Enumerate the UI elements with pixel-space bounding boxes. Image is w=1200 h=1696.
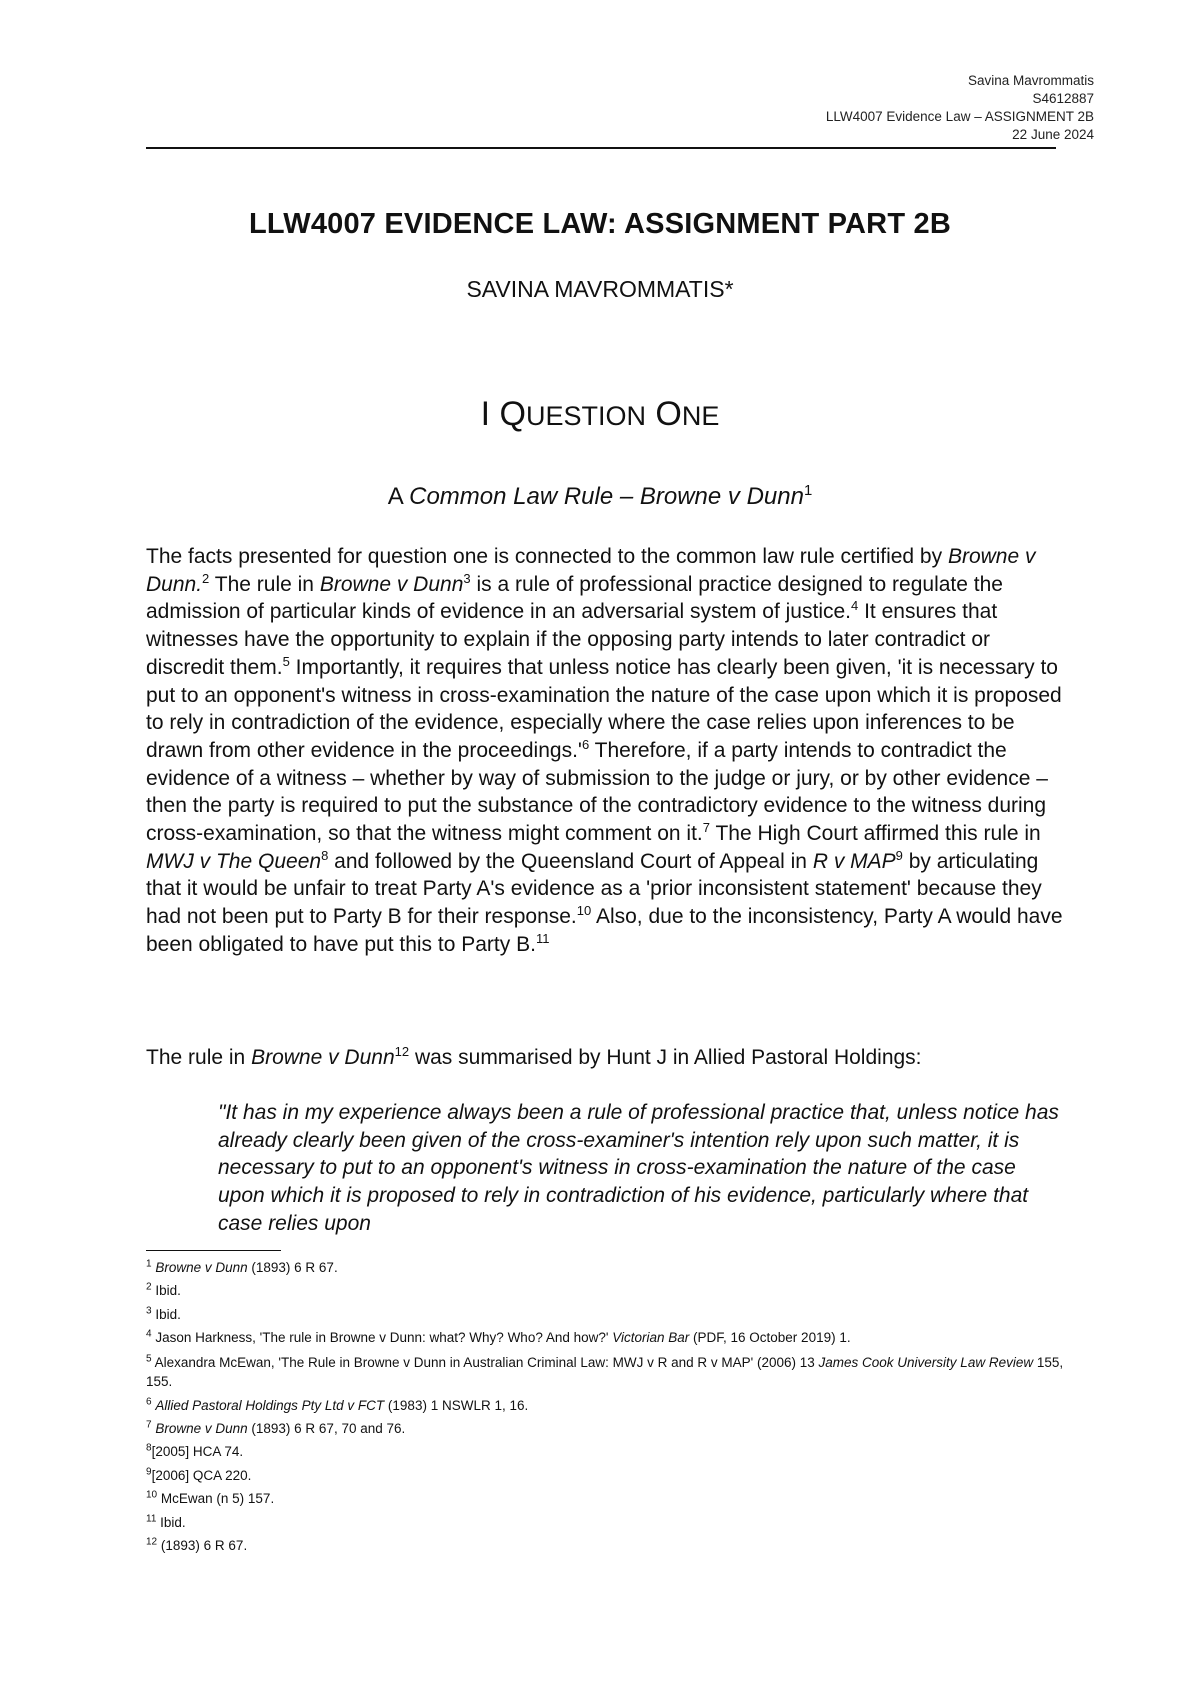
footnote-ref[interactable]: 7 [702,820,710,836]
text-run: The High Court affirmed this rule in [710,822,1041,846]
footnote-italic: James Cook University Law Review [818,1354,1034,1370]
footnote-number: 11 [146,1513,157,1525]
footnote-12 [146,1534,1066,1557]
footnote-number: 5 [146,1353,152,1365]
case-name: R v MAP [812,849,896,873]
page-header [146,72,1094,144]
case-name: Browne v Dunn. [146,545,1036,596]
footnote-3 [146,1303,1066,1326]
section-heading [0,395,1200,434]
footnote-text: (1893) 6 R 67. [160,1538,248,1554]
footnote-number: 6 [146,1396,152,1408]
footnote-ref[interactable]: 8 [321,847,329,863]
footnote-text: 155, 155. [146,1354,1064,1389]
header-student-id: S4612887 [1032,91,1094,106]
header-date: 22 June 2024 [1012,127,1094,142]
footnote-ref[interactable]: 6 [581,736,590,752]
footnote-ref[interactable]: 10 [576,903,592,919]
text-run: The rule in [209,572,320,596]
footnote-number: 2 [146,1281,152,1293]
footnote-italic: Browne v Dunn [155,1260,248,1275]
case-name: Browne v Dunn [319,572,464,596]
section-q-rest: UESTION [525,401,646,431]
footnote-ref[interactable]: 3 [463,570,471,586]
footnote-2 [146,1279,1066,1302]
footnote-ref[interactable]: 9 [895,847,903,863]
footnotes-list [146,1256,1066,1557]
text-run: Also, due to the inconsistency, Party A would have been obligated to have put this to Party B. [146,905,1063,956]
text-run: The rule in [146,1046,252,1069]
footnote-number: 9 [146,1466,152,1478]
footnote-text: (PDF, 16 October 2019) 1. [689,1330,851,1346]
footnote-italic: Browne v Dunn [155,1421,248,1437]
text-run: and followed by the Queensland Court of Appeal in [328,849,813,873]
footnote-number: 8 [146,1442,152,1454]
footnote-ref[interactable]: 11 [535,930,550,946]
paragraph-1 [146,543,1066,959]
text-run: The facts presented for question one is connected to the common law rule certified by [146,545,948,568]
footnote-1 [146,1256,1066,1279]
section-numeral: I [480,395,491,433]
text-run: It ensures that witnesses have the opportunity to explain if the opposing party intends to later contradict or discredit them. [146,600,998,679]
footnote-italic: Allied Pastoral Holdings Pty Ltd v FCT [155,1397,385,1413]
footnote-ref[interactable]: 2 [202,570,210,586]
case-name: MWJ v The Queen [146,849,322,873]
author-line: SAVINA MAVROMMATIS* [466,276,734,302]
footnote-number: 10 [146,1489,158,1501]
paragraph-2 [146,1044,1066,1072]
footnote-text: (1893) 6 R 67, 70 and 76. [247,1421,406,1437]
footnote-text: [2005] HCA 74. [151,1444,244,1460]
header-author: Savina Mavrommatis [967,73,1094,88]
footnote-italic: Victorian Bar [612,1330,690,1346]
footnote-ref[interactable]: 5 [282,653,290,669]
subsection-letter: A [387,483,403,510]
footnote-ref[interactable]: 4 [851,598,859,614]
text-run: by articulating that it would be unfair to treat Party A's evidence as a 'prior inconsistent statement' because they had not been put to Party B for their response. [146,849,1042,929]
footnote-text: Ibid. [155,1306,181,1322]
header-course: LLW4007 Evidence Law – ASSIGNMENT 2B [825,109,1094,124]
footnote-number: 7 [146,1419,152,1431]
text-run: was summarised by Hunt J in Allied Pastoral Holdings: [409,1046,922,1069]
footnote-5 [146,1353,1066,1391]
document-title: LLW4007 EVIDENCE LAW: ASSIGNMENT PART 2B [249,208,951,240]
text-run: is a rule of professional practice designed to regulate the admission of particular kinds of evidence in an adversarial system of justice. [146,572,1003,624]
footnote-8 [146,1440,1066,1463]
footnote-text: Alexandra McEwan, 'The Rule in Browne v Dunn in Australian Criminal Law: MWJ v R and R v MAP' (2006) 13 [154,1354,819,1370]
footnote-number: 4 [146,1328,152,1340]
case-name: Browne v Dunn [251,1046,395,1069]
section-q-initial: Q [499,395,526,433]
footnote-text: Ibid. [160,1514,186,1530]
footnote-10 [146,1487,1066,1510]
footnote-7 [146,1417,1066,1440]
footnote-ref[interactable]: 1 [803,483,813,499]
footnote-text: Ibid. [155,1283,181,1299]
footnote-9 [146,1464,1066,1487]
subsection-title: Common Law Rule – Browne v Dunn [409,483,804,510]
block-quote: "It has in my experience always been a rule of professional practice that, unless notice has already clearly been given of the cross-examiner's intention rely upon such matter, it is necessary to put to an opponent's witness in cross-examination the nature of the case upon which it is proposed to rely in contradiction of his evidence, particularly where that case relies upon [218,1101,1059,1235]
section-o-initial: O [655,395,682,433]
footnote-text: (1893) 6 R 67. [247,1260,338,1275]
footnote-ref[interactable]: 12 [394,1044,410,1059]
footnote-text: (1983) 1 NSWLR 1, 16. [384,1397,529,1413]
footnote-number: 3 [146,1305,152,1317]
footnote-4 [146,1326,1066,1349]
footnote-number: 12 [146,1536,158,1548]
header-divider [146,147,1056,149]
footnote-text: McEwan (n 5) 157. [160,1491,275,1507]
text-run: Therefore, if a party intends to contradict the evidence of a witness – whether by way of submission to the judge or jury, or by other evidence – then the party is required to put the substance of the contradictory evidence to the witness during cross-examination, so that the witness might comment on it. [146,738,1048,846]
footnote-text: [2006] QCA 220. [151,1467,252,1483]
footnote-divider [146,1250,281,1251]
section-o-rest: NE [681,401,720,431]
footnote-6 [146,1394,1066,1417]
footnote-number: 1 [146,1258,152,1270]
footnote-text: Jason Harkness, 'The rule in Browne v Dunn: what? Why? Who? And how?' [155,1330,613,1346]
text-run: Importantly, it requires that unless notice has clearly been given, 'it is necessary to put to an opponent's witness in cross-examination the nature of the case upon which it is proposed to rely in contradiction of the evidence, especially where the case relies upon inferences to be drawn from other evidence in the proceedings.' [146,655,1062,762]
footnote-11 [146,1511,1066,1534]
subsection-heading [0,483,1200,511]
